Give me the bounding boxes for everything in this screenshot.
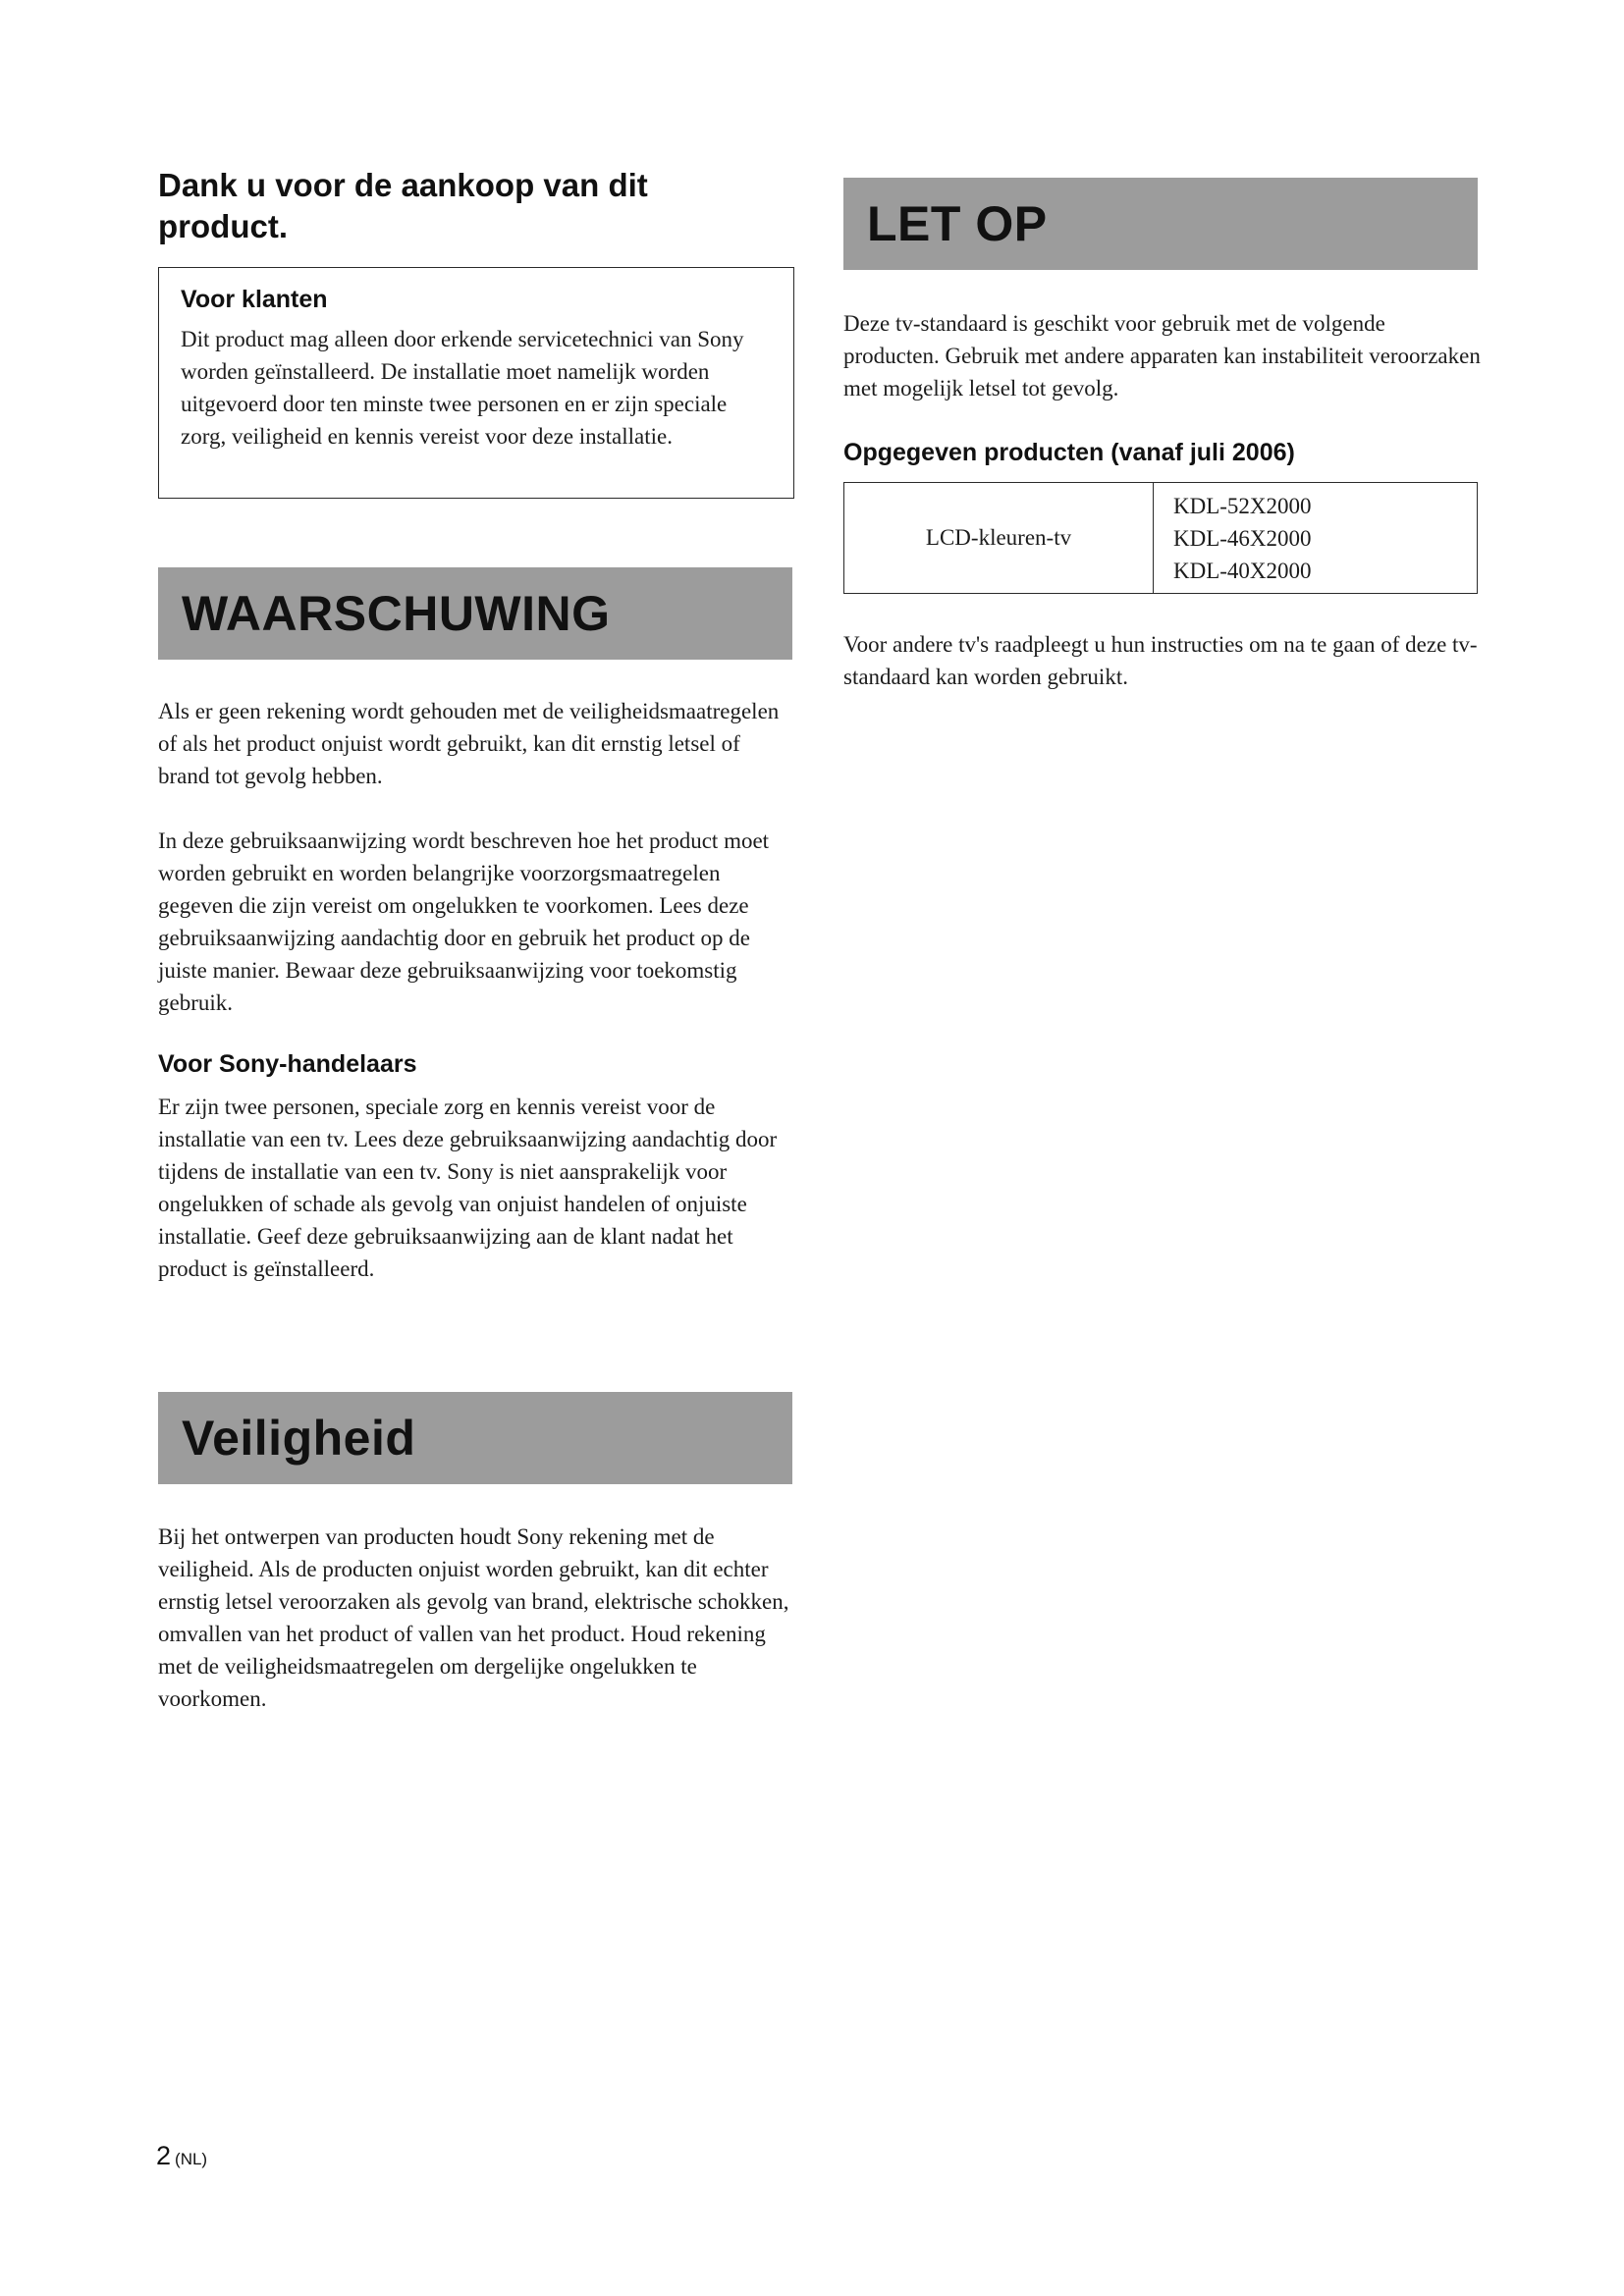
page-number [156, 2141, 207, 2171]
page-title: Dank u voor de aankoop van dit product. [158, 167, 648, 244]
product-models [1154, 483, 1478, 594]
warning-paragraph-2: In deze gebruiksaanwijzing wordt beschreven hoe het product moet worden gebruikt en worden belangrijke voorzorgsmaatregelen gegeven die zijn vereist om ongelukken te voorkomen. Lees deze gebruiksaanwijzing aandachtig door en gebruik het product op de juiste manier. Bewaar deze gebruiksaanwijzing voor toekomstig gebruik. [158, 828, 770, 1015]
customer-notice-heading: Voor klanten [181, 286, 328, 313]
table-row [844, 483, 1478, 594]
model-item: KDL-40X2000 [1173, 558, 1312, 583]
page-language: (NL) [175, 2150, 208, 2168]
dealers-text: Er zijn twee personen, speciale zorg en kennis vereist voor de installatie van een tv. Lees deze gebruiksaanwijzing aandachtig door tijdens de installatie van een tv. Sony is niet aansprakelijk voor ongelukken of schade als gevolg van onjuist handelen of onjuiste installatie. Geef deze gebruiksaanwijzing aan de klant nadat het product is geïnstalleerd. [158, 1095, 778, 1281]
model-item: KDL-52X2000 [1173, 493, 1312, 518]
dealers-heading: Voor Sony-handelaars [158, 1050, 417, 1078]
warning-paragraph-1: Als er geen rekening wordt gehouden met de veiligheidsmaatregelen of als het product onjuist wordt gebruikt, kan dit ernstig letsel of brand tot gevolg hebben. [158, 699, 780, 788]
safety-text: Bij het ontwerpen van producten houdt Sony rekening met de veiligheid. Als de producten onjuist worden gebruikt, kan dit echter ernstig letsel veroorzaken als gevolg van brand, elektrische schokken, omvallen van het product of vallen van het product. Houd rekening met de veiligheidsmaatregelen om dergelijke ongelukken te voorkomen. [158, 1524, 789, 1711]
caution-intro: Deze tv-standaard is geschikt voor gebruik met de volgende producten. Gebruik met andere apparaten kan instabiliteit veroorzaken met mogelijk letsel tot gevolg. [843, 311, 1481, 400]
safety-banner-label: Veiligheid [182, 1411, 416, 1466]
products-heading: Opgegeven producten (vanaf juli 2006) [843, 439, 1295, 466]
other-tv-note: Voor andere tv's raadpleegt u hun instructies om na te gaan of deze tv-standaard kan worden gebruikt. [843, 632, 1478, 689]
product-category: LCD-kleuren-tv [844, 483, 1154, 594]
caution-banner [843, 178, 1478, 270]
caution-banner-label: LET OP [867, 196, 1048, 251]
warning-banner-label: WAARSCHUWING [182, 586, 611, 641]
warning-banner [158, 567, 792, 660]
page-number-value: 2 [156, 2141, 172, 2170]
customer-notice-text: Dit product mag alleen door erkende servicetechnici van Sony worden geïnstalleerd. De installatie moet namelijk worden uitgevoerd door ten minste twee personen en er zijn speciale zorg, veiligheid en kennis vereist voor deze installatie. [181, 327, 744, 449]
customer-notice-box [158, 267, 794, 499]
products-table [843, 482, 1478, 594]
safety-banner [158, 1392, 792, 1484]
model-item: KDL-46X2000 [1173, 525, 1312, 551]
